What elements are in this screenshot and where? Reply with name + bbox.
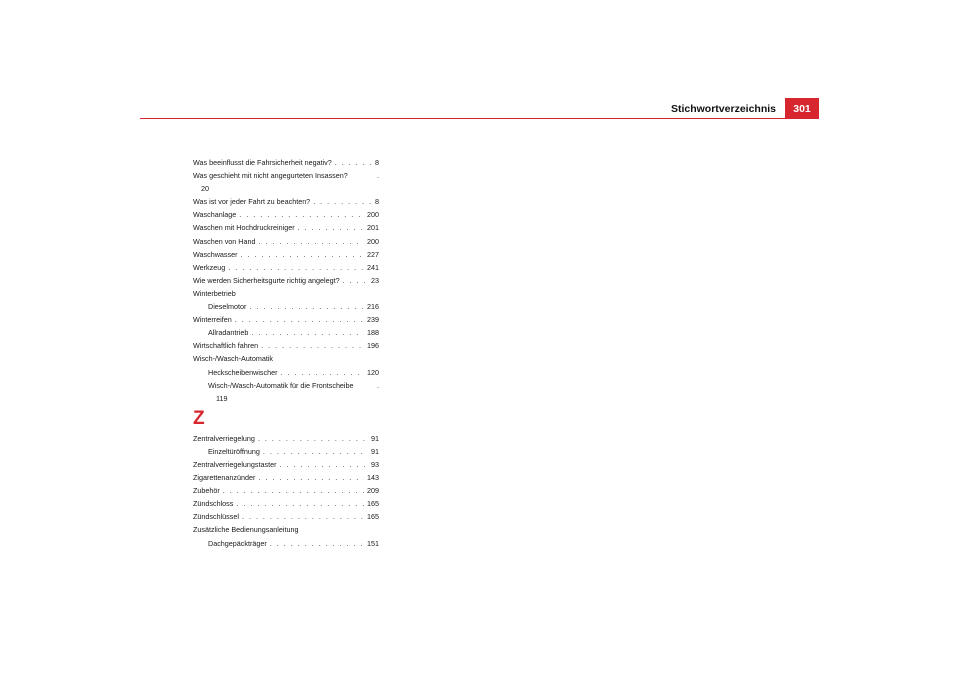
page-number-badge: 301 xyxy=(785,98,819,119)
index-entry xyxy=(193,208,379,221)
index-entry-group xyxy=(193,523,379,536)
index-entry-page: 209 xyxy=(367,486,379,496)
index-entry-leader xyxy=(223,484,364,497)
index-entry-leader xyxy=(343,274,368,287)
index-entry-page: 91 xyxy=(371,433,379,443)
index-entry-leader xyxy=(281,366,364,379)
index-entry-term: Wie werden Sicherheitsgurte richtig angelegt? xyxy=(193,275,340,285)
index-section-w xyxy=(193,156,379,405)
index-entry-leader xyxy=(258,471,364,484)
index-entry-page: 227 xyxy=(367,249,379,259)
index-entry-term: Winterbetrieb xyxy=(193,288,236,298)
index-entry-group xyxy=(193,352,379,365)
index-entry-leader xyxy=(261,339,364,352)
index-entry xyxy=(193,169,379,195)
index-entry-term: Heckscheibenwischer xyxy=(208,367,278,377)
index-entry-term: Was beeinflusst die Fahrsicherheit negativ? xyxy=(193,158,332,167)
index-entry-page: 151 xyxy=(367,538,379,548)
index-entry-page: 196 xyxy=(367,341,379,351)
index-entry-term: Zündschlüssel xyxy=(193,512,239,522)
index-entry-page: 241 xyxy=(367,262,379,272)
index-entry-page: 143 xyxy=(367,473,379,483)
index-entry-term: Zündschloss xyxy=(193,499,234,509)
index-entry xyxy=(193,248,379,261)
index-entry-term: Was ist vor jeder Fahrt zu beachten? xyxy=(193,197,311,207)
index-entry-page: 120 xyxy=(367,367,379,377)
index-entry xyxy=(193,326,379,339)
index-entry xyxy=(193,339,379,352)
index-entry-term: Waschen mit Hochdruckreiniger xyxy=(193,223,295,233)
index-entry xyxy=(193,221,379,234)
index-entry xyxy=(193,366,379,379)
index-entry-term: Dieselmotor xyxy=(208,302,247,312)
page-header-title: Stichwortverzeichnis xyxy=(670,103,776,115)
index-entry xyxy=(193,510,379,523)
index-entry-term: Zigarettenanzünder xyxy=(193,473,256,483)
index-entry-page: 91 xyxy=(371,446,379,456)
index-column xyxy=(193,156,379,550)
header-divider xyxy=(140,118,819,119)
index-entry-page: 119 xyxy=(216,393,228,403)
index-entry xyxy=(193,261,379,274)
index-entry-leader xyxy=(235,313,364,326)
index-entry-leader xyxy=(280,458,369,471)
index-entry xyxy=(193,379,379,405)
index-entry-page: 23 xyxy=(371,275,379,285)
index-entry-page: 8 xyxy=(375,197,379,207)
index-entry xyxy=(193,300,379,313)
index-entry-term: Waschen von Hand xyxy=(193,236,256,246)
index-entry-page: 20 xyxy=(201,184,209,194)
index-entry-page: 8 xyxy=(375,158,379,167)
index-entry xyxy=(193,432,379,445)
index-entry xyxy=(193,195,379,208)
index-entry-leader xyxy=(239,208,364,221)
index-entry-page: 200 xyxy=(367,236,379,246)
index-entry-term: Wirtschaftlich fahren xyxy=(193,341,259,351)
index-entry-term: Waschanlage xyxy=(193,210,237,220)
index-entry-page: 239 xyxy=(367,315,379,325)
index-entry-page: 216 xyxy=(367,302,379,312)
index-entry-term: Zentralverriegelungstaster xyxy=(193,459,277,469)
index-entry-leader xyxy=(251,326,364,339)
index-entry xyxy=(193,235,379,248)
index-entry-leader xyxy=(242,510,364,523)
index-entry xyxy=(193,471,379,484)
index-entry-term: Allradantrieb xyxy=(208,328,249,338)
index-entry xyxy=(193,537,379,550)
index-entry-term: Was geschieht mit nicht angegurteten Insassen? xyxy=(193,171,348,181)
index-entry-leader: . xyxy=(377,171,379,181)
index-entry-term: Einzeltüröffnung xyxy=(208,446,260,456)
index-entry-group xyxy=(193,287,379,300)
index-entry-leader: . xyxy=(377,380,379,390)
index-entry xyxy=(193,484,379,497)
index-entry-leader xyxy=(298,221,364,234)
index-entry-leader xyxy=(258,235,364,248)
index-entry-term: Wisch-/Wasch-Automatik für die Frontscheibe xyxy=(208,380,354,390)
index-entry-leader xyxy=(270,537,364,550)
index-section-z xyxy=(193,432,379,550)
index-entry-term: Zusätzliche Bedienungsanleitung xyxy=(193,525,299,535)
index-entry-page: 200 xyxy=(367,210,379,220)
index-entry-term: Wisch-/Wasch-Automatik xyxy=(193,354,274,364)
index-entry-page: 165 xyxy=(367,499,379,509)
index-entry-term: Werkzeug xyxy=(193,262,226,272)
index-entry-page: 93 xyxy=(371,459,379,469)
index-entry-leader xyxy=(236,497,364,510)
index-entry xyxy=(193,497,379,510)
index-entry xyxy=(193,274,379,287)
index-entry-term: Winterreifen xyxy=(193,315,232,325)
index-entry-page: 165 xyxy=(367,512,379,522)
index-entry-leader xyxy=(240,248,364,261)
index-entry-page: 201 xyxy=(367,223,379,233)
index-entry xyxy=(193,313,379,326)
index-entry-leader xyxy=(228,261,364,274)
index-entry-term: Dachgepäckträger xyxy=(208,538,267,548)
index-entry-term: Waschwasser xyxy=(193,249,238,259)
index-entry xyxy=(193,445,379,458)
index-entry-term: Zubehör xyxy=(193,486,220,496)
index-letter-heading: Z xyxy=(193,407,205,429)
index-entry xyxy=(193,458,379,471)
index-entry xyxy=(193,156,379,169)
index-entry-leader xyxy=(258,432,368,445)
index-entry-leader xyxy=(313,195,372,208)
index-entry-leader xyxy=(249,300,364,313)
index-entry-leader xyxy=(263,445,368,458)
index-entry-page: 188 xyxy=(367,328,379,338)
index-entry-leader xyxy=(335,156,372,169)
index-entry-term: Zentralverriegelung xyxy=(193,433,255,443)
